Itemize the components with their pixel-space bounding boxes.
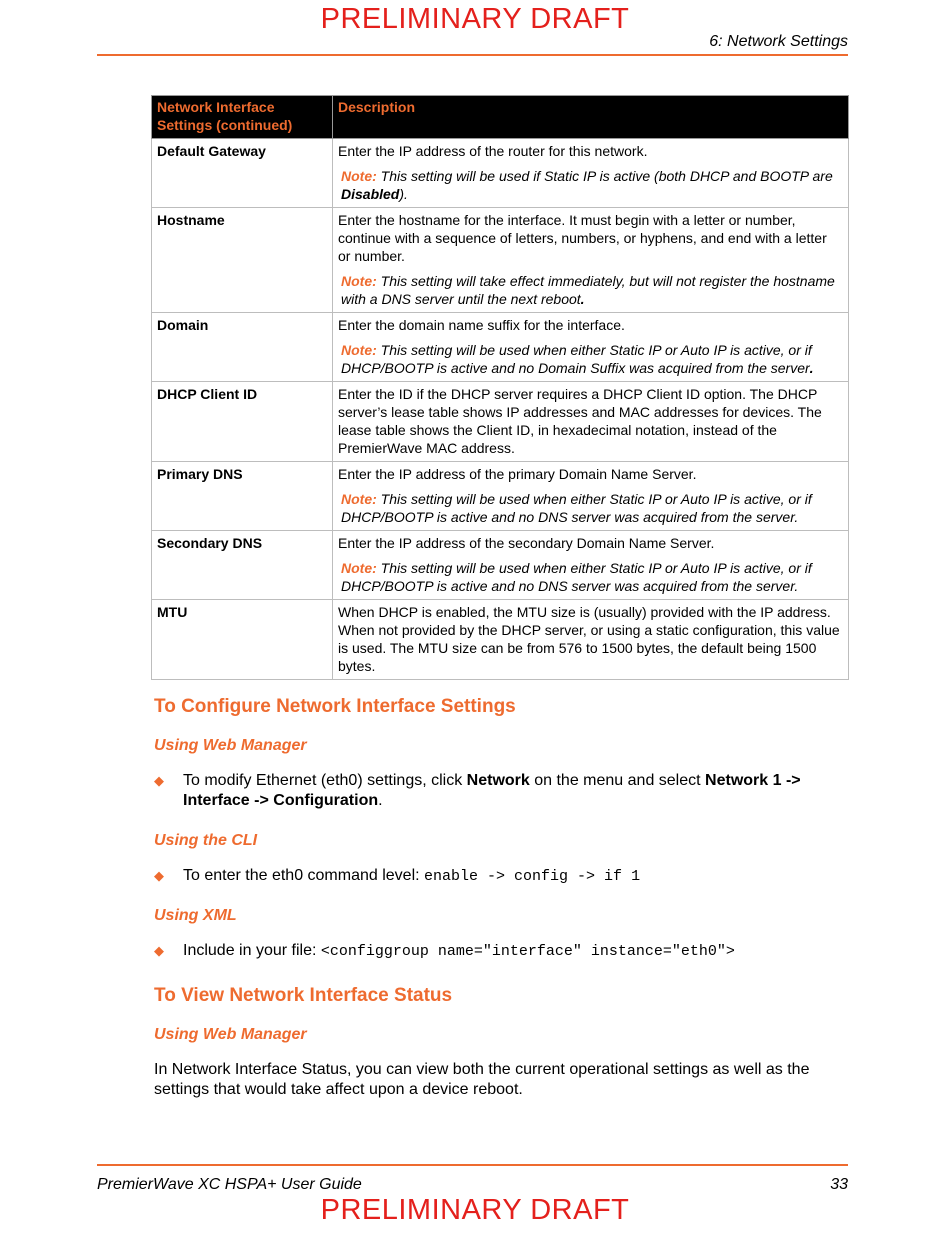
note-text: This setting will be used when either Static IP or Auto IP is active, or if DHCP/BOOTP is active and no Domain Suffix was acquired from the server bbox=[341, 342, 812, 376]
description-text: Enter the IP address of the secondary Domain Name Server. bbox=[338, 535, 715, 551]
configure-heading: To Configure Network Interface Settings bbox=[154, 696, 516, 717]
description-text: Enter the ID if the DHCP server requires a DHCP Client ID option. The DHCP server’s lease table shows IP addresses and MAC addresses for devices. The lease table shows the Client ID, in hexadecimal notation, instead of the PremierWave MAC address. bbox=[338, 386, 822, 456]
note bbox=[338, 559, 843, 595]
footer-document-title: PremierWave XC HSPA+ User Guide bbox=[97, 1176, 362, 1193]
table-row bbox=[152, 600, 849, 680]
bullet-text-part: To enter the eth0 command level: bbox=[183, 867, 425, 884]
description-text: Enter the hostname for the interface. It must begin with a letter or number, continue with a sequence of letters, numbers, or hyphens, and end with a letter or number. bbox=[338, 212, 827, 264]
note-label: Note: bbox=[341, 491, 377, 507]
description-text: Enter the IP address of the router for this network. bbox=[338, 143, 648, 159]
page-number: 33 bbox=[830, 1176, 848, 1193]
configure-web-heading: Using Web Manager bbox=[154, 737, 307, 754]
table-row bbox=[152, 462, 849, 531]
bullet-text bbox=[183, 866, 834, 887]
note-emphasis: . bbox=[809, 360, 814, 376]
diamond-bullet-icon: ◆ bbox=[154, 943, 164, 958]
draft-watermark-bottom: PRELIMINARY DRAFT bbox=[320, 1194, 630, 1226]
setting-description bbox=[333, 531, 849, 600]
setting-description bbox=[333, 462, 849, 531]
table-header-row bbox=[152, 96, 849, 139]
note bbox=[338, 272, 843, 308]
note-label: Note: bbox=[341, 168, 377, 184]
configure-xml-heading: Using XML bbox=[154, 907, 237, 924]
status-paragraph: In Network Interface Status, you can view both the current operational settings as well as the settings that would take affect upon a device reboot. bbox=[154, 1061, 810, 1098]
description-text: Enter the IP address of the primary Domain Name Server. bbox=[338, 466, 697, 482]
note-text: This setting will be used when either Static IP or Auto IP is active, or if DHCP/BOOTP is active and no DNS server was acquired from the server. bbox=[341, 491, 812, 525]
table-row bbox=[152, 139, 849, 208]
setting-name: Domain bbox=[152, 313, 333, 382]
list-item bbox=[154, 866, 834, 887]
bullet-text-part: . bbox=[378, 792, 383, 809]
column-header-setting: Network Interface Settings (continued) bbox=[152, 96, 333, 139]
column-header-description: Description bbox=[333, 96, 849, 139]
bullet-text-part: Include in your file: bbox=[183, 942, 321, 959]
setting-description bbox=[333, 382, 849, 462]
note bbox=[338, 341, 843, 377]
setting-name: Secondary DNS bbox=[152, 531, 333, 600]
chapter-title: 6: Network Settings bbox=[709, 33, 848, 50]
table-row bbox=[152, 208, 849, 313]
setting-name: MTU bbox=[152, 600, 333, 680]
diamond-bullet-icon: ◆ bbox=[154, 868, 164, 883]
note-label: Note: bbox=[341, 273, 377, 289]
xml-snippet: <configgroup name="interface" instance="eth0"> bbox=[320, 943, 735, 960]
list-item bbox=[154, 941, 834, 962]
bullet-text bbox=[183, 771, 834, 811]
menu-path-network: Network bbox=[466, 772, 530, 789]
table-row bbox=[152, 313, 849, 382]
setting-description bbox=[333, 139, 849, 208]
note bbox=[338, 490, 843, 526]
setting-description bbox=[333, 208, 849, 313]
note-label: Note: bbox=[341, 560, 377, 576]
note-text: This setting will be used if Static IP is active (both DHCP and BOOTP are bbox=[380, 168, 833, 184]
status-web-heading: Using Web Manager bbox=[154, 1026, 307, 1043]
note-text: This setting will take effect immediately, but will not register the hostname with a DNS server until the next reboot bbox=[341, 273, 835, 307]
setting-name: Hostname bbox=[152, 208, 333, 313]
configure-cli-heading: Using the CLI bbox=[154, 832, 258, 849]
note-emphasis: . bbox=[580, 291, 585, 307]
cli-command: enable -> config -> if 1 bbox=[424, 868, 641, 885]
note-emphasis: Disabled bbox=[341, 186, 400, 202]
description-text: When DHCP is enabled, the MTU size is (usually) provided with the IP address. When not provided by the DHCP server, or using a static configuration, this value is used. The MTU size can be from 576 to 1500 bytes, the default being 1500 bytes. bbox=[338, 604, 840, 674]
settings-table bbox=[151, 95, 849, 680]
table-row bbox=[152, 382, 849, 462]
bullet-text-part: on the menu and select bbox=[529, 772, 706, 789]
note-label: Note: bbox=[341, 342, 377, 358]
status-heading: To View Network Interface Status bbox=[154, 985, 453, 1006]
setting-description bbox=[333, 600, 849, 680]
setting-name: DHCP Client ID bbox=[152, 382, 333, 462]
draft-watermark-top: PRELIMINARY DRAFT bbox=[320, 3, 630, 35]
setting-description bbox=[333, 313, 849, 382]
header-divider bbox=[97, 54, 848, 56]
footer-divider bbox=[97, 1164, 848, 1166]
bullet-text-part: To modify Ethernet (eth0) settings, click bbox=[183, 772, 467, 789]
diamond-bullet-icon: ◆ bbox=[154, 773, 164, 788]
note bbox=[338, 167, 843, 203]
list-item bbox=[154, 771, 834, 811]
setting-name: Primary DNS bbox=[152, 462, 333, 531]
note-text-end: ). bbox=[399, 186, 408, 202]
setting-name: Default Gateway bbox=[152, 139, 333, 208]
note-text: This setting will be used when either Static IP or Auto IP is active, or if DHCP/BOOTP is active and no DNS server was acquired from the server. bbox=[341, 560, 812, 594]
description-text: Enter the domain name suffix for the interface. bbox=[338, 317, 625, 333]
table-row bbox=[152, 531, 849, 600]
bullet-text bbox=[183, 941, 834, 962]
menu-path-configuration: Network 1 -> Interface -> Configuration bbox=[183, 772, 801, 809]
